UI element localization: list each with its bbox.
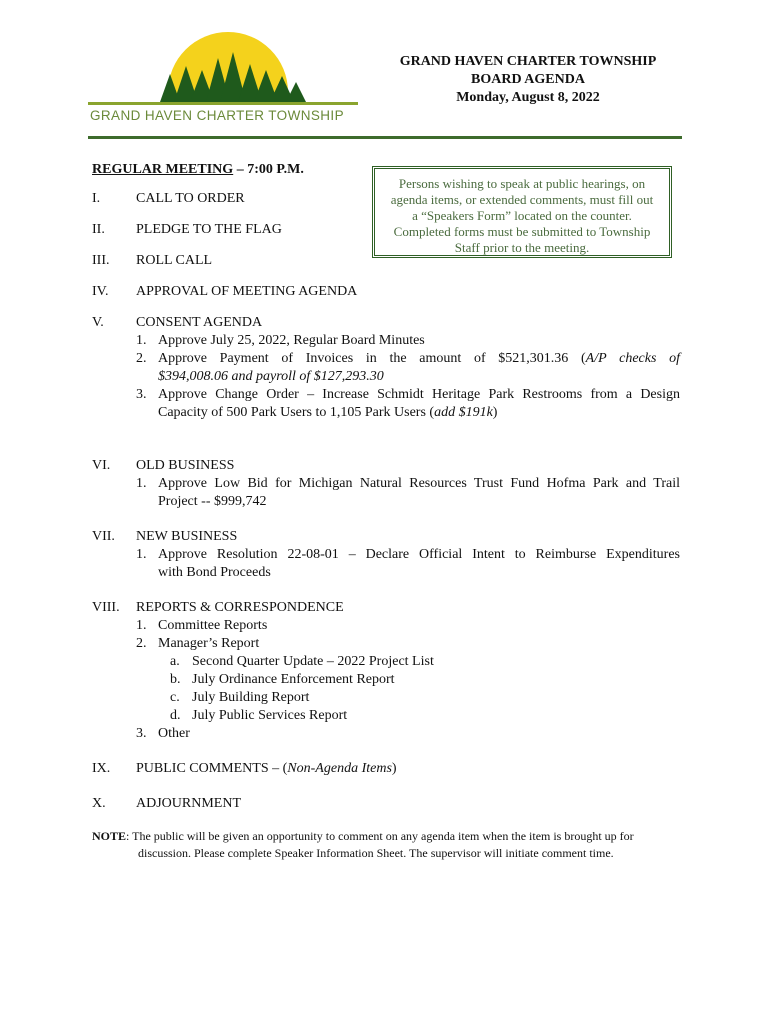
note-text-line: : The public will be given an opportunity to comment on any agenda item when the item is brought up for: [126, 829, 634, 843]
township-name: GRAND HAVEN CHARTER TOWNSHIP: [399, 54, 657, 69]
sub-sub-item-text: July Building Report: [192, 690, 310, 705]
sub-item-number: 3.: [136, 387, 147, 402]
sub-item-text: Other: [158, 726, 190, 741]
sub-sub-item-letter: c.: [170, 690, 180, 705]
item-title: ROLL CALL: [136, 253, 213, 268]
text-run: Approve Resolution 22-08-01 – Declare Official Intent to Reimburse Expenditures: [158, 547, 680, 562]
item-number: IX.: [92, 761, 111, 776]
item-title: NEW BUSINESS: [136, 529, 238, 544]
item-number: IV.: [92, 284, 109, 299]
item-title: ADJOURNMENT: [136, 796, 241, 811]
sub-item-text: Manager’s Report: [158, 636, 260, 651]
meeting-time: – 7:00 P.M.: [236, 162, 304, 177]
item-title: OLD BUSINESS: [136, 458, 235, 473]
sub-item-number: 1.: [136, 333, 147, 348]
sub-item-number: 3.: [136, 726, 147, 741]
sub-item-text: [158, 476, 680, 492]
item-number: VII.: [92, 529, 115, 544]
sub-item-number: 2.: [136, 351, 147, 366]
item-number: III.: [92, 253, 110, 268]
text-run-italic: add $191k: [434, 405, 493, 420]
text-run: Capacity of 500 Park Users to 1,105 Park Users (: [158, 405, 435, 420]
speakers-notice-box: [372, 166, 672, 258]
sub-item-text: Approve July 25, 2022, Regular Board Minutes: [158, 333, 425, 348]
speakers-notice-line: Persons wishing to speak at public hearings, on: [398, 176, 646, 191]
sub-item-number: 1.: [136, 547, 147, 562]
item-number: X.: [92, 796, 106, 811]
sub-sub-item-letter: b.: [170, 672, 181, 687]
speakers-notice-line: Completed forms must be submitted to Township: [393, 224, 651, 239]
text-run-italic: A/P checks of: [585, 351, 681, 366]
header-divider: [88, 136, 682, 139]
item-title: CONSENT AGENDA: [136, 315, 263, 330]
text-run: Approve Payment of Invoices in the amount of $521,301.36 (: [158, 351, 586, 366]
item-number: VIII.: [92, 600, 120, 615]
sub-item-number: 2.: [136, 636, 147, 651]
text-run: Approve Change Order – Increase Schmidt Heritage Park Restrooms from a Design: [158, 387, 680, 402]
text-run: ): [492, 405, 498, 420]
speakers-notice-line: agenda items, or extended comments, must fill out: [390, 192, 654, 207]
item-number: I.: [92, 191, 101, 206]
item-title: CALL TO ORDER: [136, 191, 245, 206]
speakers-notice-line: a “Speakers Form” located on the counter.: [412, 208, 632, 223]
item-number: II.: [92, 222, 105, 237]
sub-item-text-cont: [158, 369, 384, 385]
speakers-notice-line: Staff prior to the meeting.: [454, 240, 590, 255]
meeting-type: REGULAR MEETING: [92, 162, 234, 177]
item-title: [136, 761, 397, 777]
sub-item-text: Committee Reports: [158, 618, 268, 633]
note-label: NOTE: [92, 829, 127, 843]
item-number: VI.: [92, 458, 111, 473]
sub-item-text: [158, 351, 680, 367]
item-title: REPORTS & CORRESPONDENCE: [136, 600, 344, 615]
ground-line: [88, 102, 358, 105]
text-run-italic: $394,008.06 and payroll of $127,293.30: [158, 369, 384, 384]
sub-item-text-cont: [158, 405, 497, 421]
sub-item-text-cont: with Bond Proceeds: [158, 565, 271, 580]
meeting-heading: [92, 162, 304, 178]
sub-item-text: [158, 547, 680, 563]
note-text-line: discussion. Please complete Speaker Information Sheet. The supervisor will initiate comment time.: [138, 846, 614, 860]
sub-item-number: 1.: [136, 476, 147, 491]
sub-item-text: [158, 387, 680, 403]
sub-sub-item-text: Second Quarter Update – 2022 Project List: [192, 654, 434, 669]
text-run-italic: Non-Agenda Items: [287, 761, 392, 776]
text-run: ): [391, 761, 397, 776]
meeting-date: Monday, August 8, 2022: [456, 90, 600, 105]
sub-sub-item-text: July Ordinance Enforcement Report: [192, 672, 395, 687]
sub-sub-item-letter: a.: [170, 654, 180, 669]
text-run: Approve Low Bid for Michigan Natural Resources Trust Fund Hofma Park and Trail: [158, 476, 680, 491]
item-title: PLEDGE TO THE FLAG: [136, 222, 282, 237]
text-run: PUBLIC COMMENTS – (: [136, 761, 288, 776]
logo-text: GRAND HAVEN CHARTER TOWNSHIP: [90, 108, 344, 123]
item-number: V.: [92, 315, 104, 330]
township-logo: [88, 30, 368, 125]
sub-sub-item-letter: d.: [170, 708, 181, 723]
sub-item-text-cont: Project -- $999,742: [158, 494, 267, 509]
sub-sub-item-text: July Public Services Report: [192, 708, 348, 723]
document-title: BOARD AGENDA: [471, 72, 585, 87]
item-title: APPROVAL OF MEETING AGENDA: [136, 284, 358, 299]
sub-item-number: 1.: [136, 618, 147, 633]
